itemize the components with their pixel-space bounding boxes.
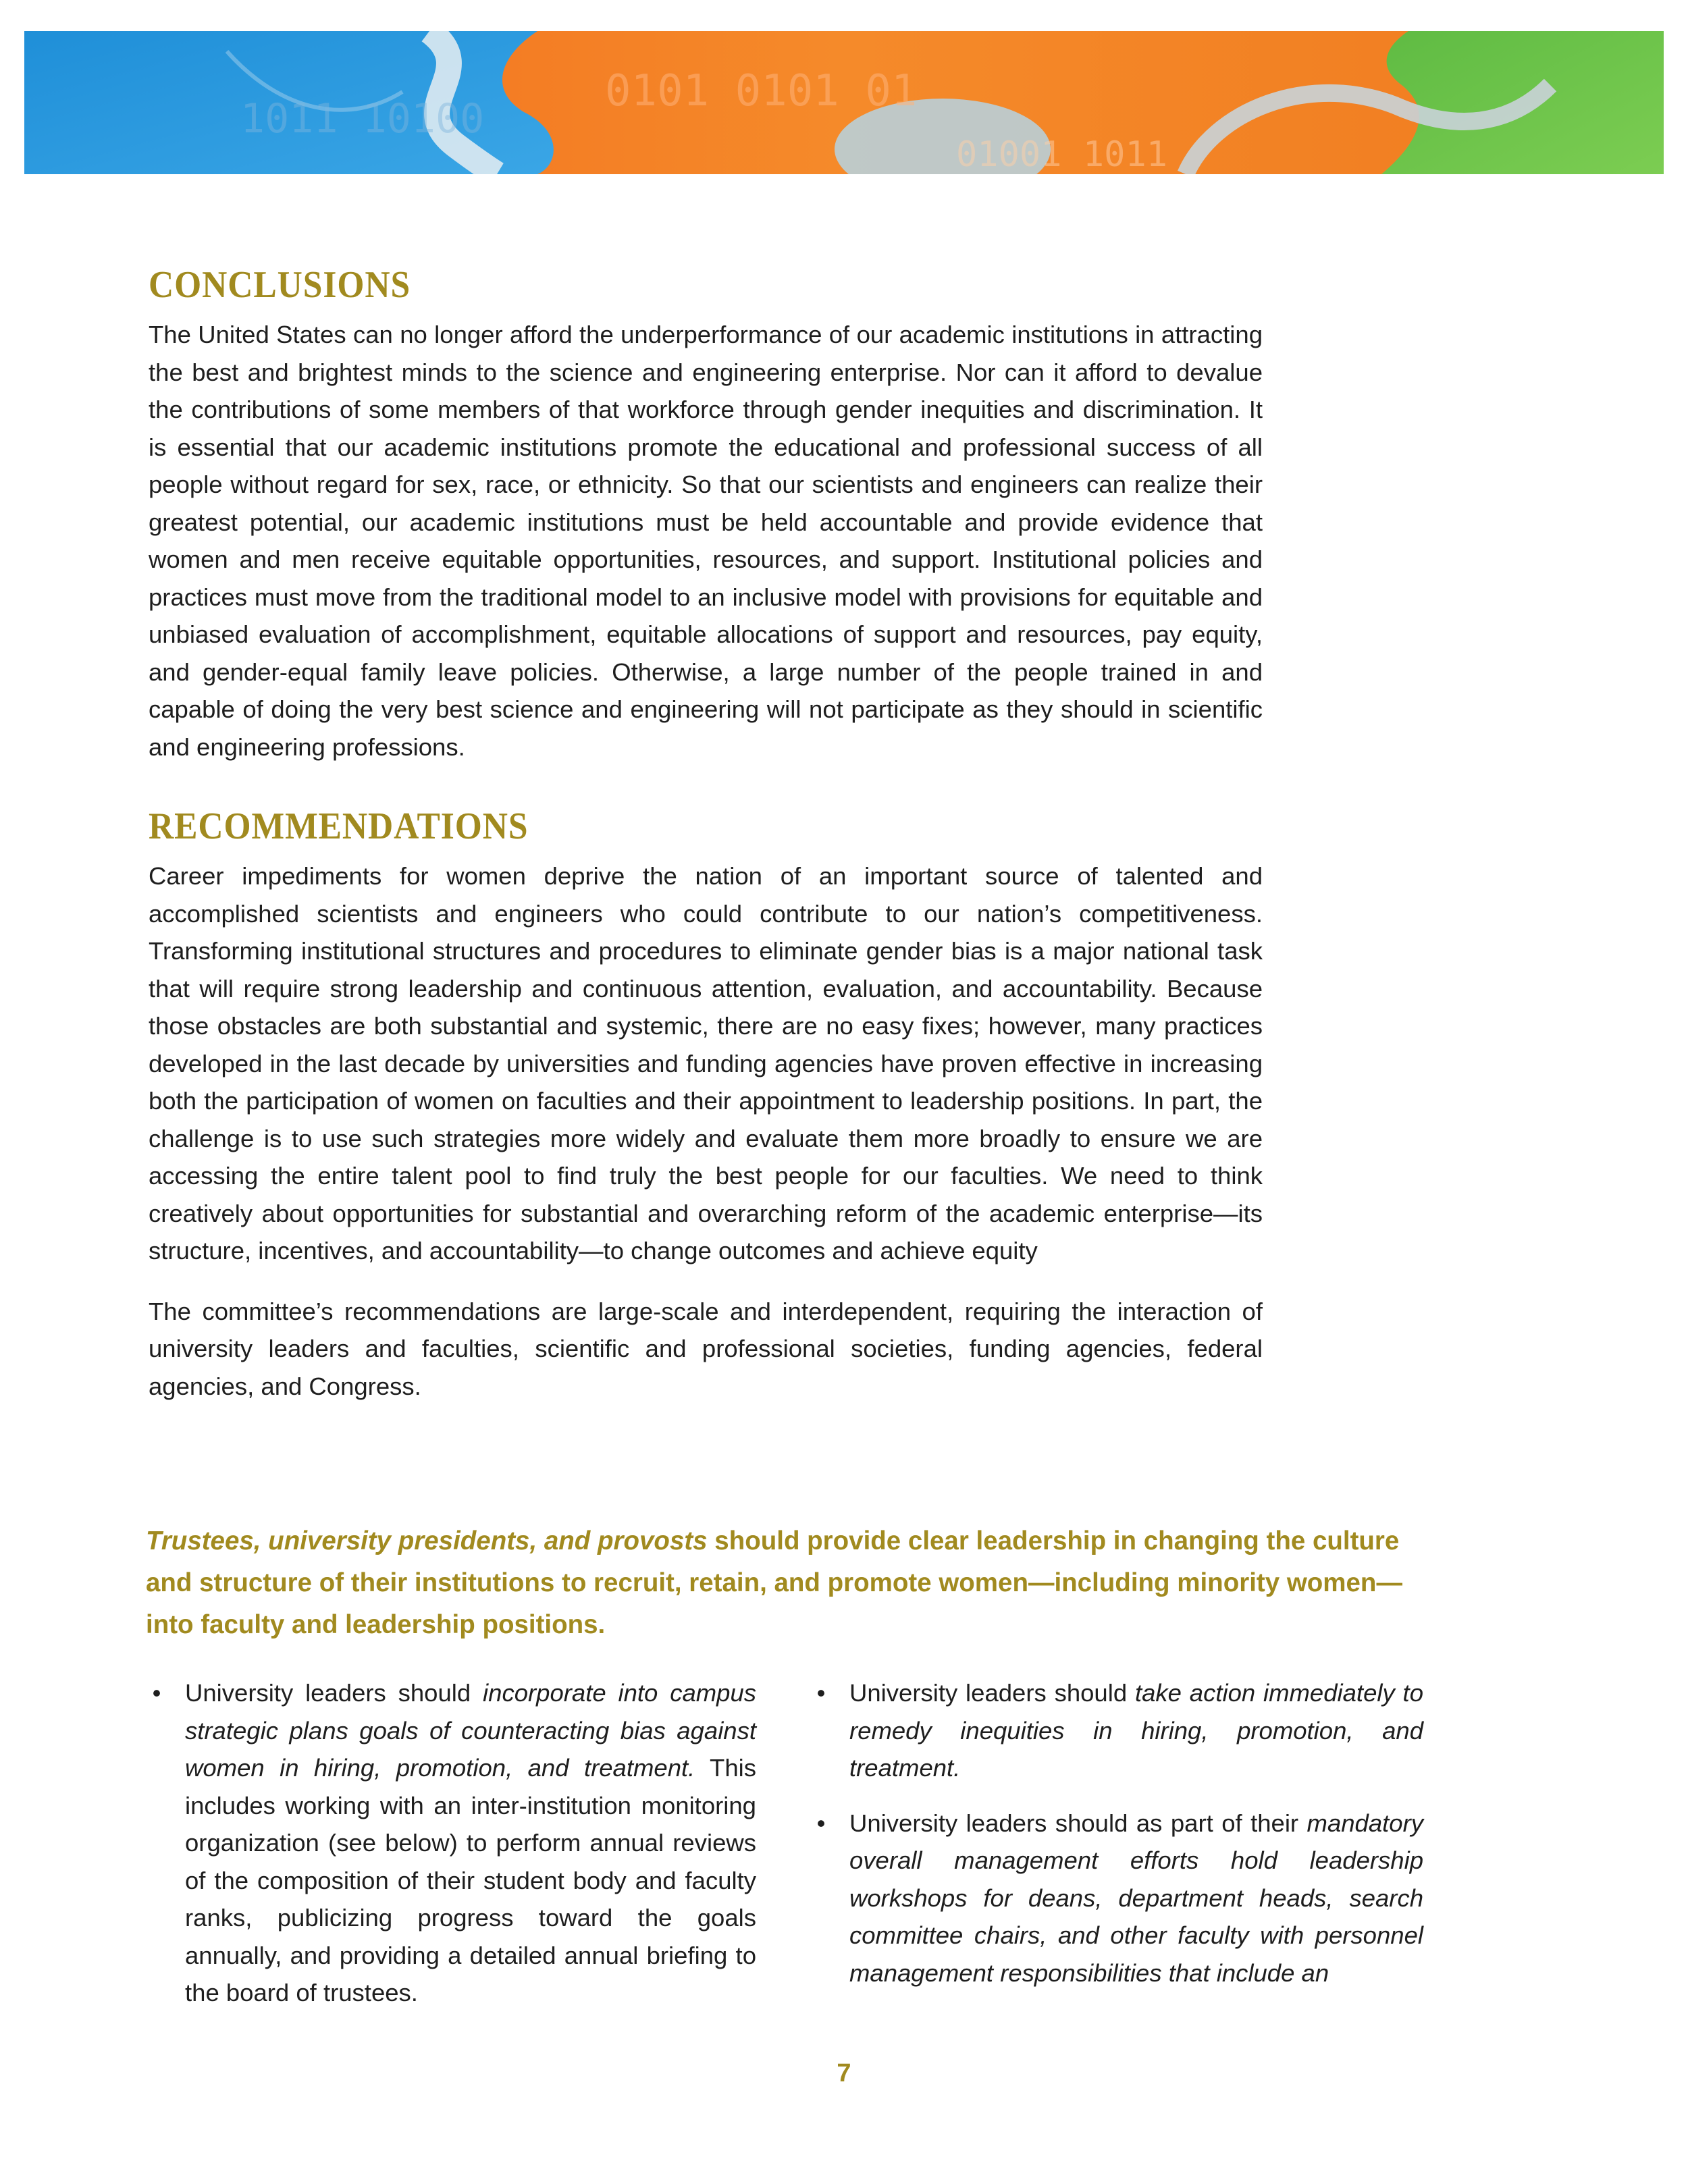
callout-rest: should provide clear leadership in changing the culture and structure of their institutions to recruit, retain, and promote women—including minority women—into faculty and leadership positions. (146, 1526, 1402, 1639)
bullet-item (143, 1674, 756, 2012)
bullet-text-plain: University leaders should (185, 1679, 483, 1707)
conclusions-section (149, 263, 1263, 766)
bullet-text-plain: University leaders should as part of their (849, 1809, 1307, 1837)
bullet-text-emphasis: take action immediately to remedy inequities in hiring, promotion, and treatment. (849, 1679, 1423, 1782)
bullet-item (808, 1674, 1423, 1787)
recommendation-callout (146, 1520, 1429, 1646)
recommendations-paragraph-2: The committee’s recommendations are large-scale and interdependent, requiring the interaction of university leaders and faculties, scientific and professional societies, funding agencies, federal agencies, and Congress. (149, 1297, 1263, 1400)
puzzle-binary-art (24, 31, 1664, 174)
main-content (149, 263, 1263, 1405)
bullet-text-emphasis: incorporate into campus strategic plans goals of counteracting bias against women in hiring, promotion, and treatment. (185, 1679, 757, 1782)
bullet-marker: • (816, 1809, 826, 1837)
bullet-item (808, 1805, 1423, 1992)
bullet-column-left (143, 1674, 756, 2029)
recommendations-paragraph-1: Career impediments for women deprive the nation of an important source of talented and accomplished scientists and engineers who could contribute to our nation’s competitiveness. Transforming institutional structures and procedures to eliminate gender bias is a major national task that will require strong leadership and continuous attention, evaluation, and accountability. Because those obstacles are both substantial and systemic, there are no easy fixes; however, many practices developed in the last decade by universities and funding agencies have proven effective in increasing both the participation of women on faculties and their appointment to leadership positions. In part, the challenge is to use such strategies more widely and evaluate them more broadly to ensure we are accessing the entire talent pool to find truly the best people for our faculties. We need to think creatively about opportunities for substantial and overarching reform of the academic enterprise—its structure, incentives, and accountability—to change outcomes and achieve equity (149, 862, 1263, 1264)
bullet-text-emphasis: mandatory overall management efforts hold leadership workshops for deans, department heads, search committee chairs, and other faculty with personnel management responsibilities that include an (849, 1809, 1423, 1987)
bullet-text-plain: University leaders should (849, 1679, 1135, 1707)
page-number: 7 (837, 2059, 851, 2087)
decorative-banner (24, 31, 1664, 174)
bullet-text-plain: This includes working with an inter-institution monitoring organization (see below) to perform annual reviews of the composition of their student body and faculty ranks, publicizing progress toward the goals annually, and providing a detailed annual briefing to the board of trustees. (185, 1754, 757, 2006)
recommendations-section (149, 805, 1263, 1405)
bullet-marker: • (816, 1679, 826, 1707)
binary-digits-center: 0101 0101 01 (605, 66, 918, 116)
binary-digits-left: 1011 10100 (240, 95, 485, 142)
conclusions-paragraph: The United States can no longer afford the underperformance of our academic institutions in attracting the best and brightest minds to the science and engineering enterprise. Nor can it afford to devalue the contributions of some members of that workforce through gender inequities and discrimination. It is essential that our academic institutions promote the educational and professional success of all people without regard for sex, race, or ethnicity. So that our scientists and engineers can realize their greatest potential, our academic institutions must be held accountable and provide evidence that women and men receive equitable opportunities, resources, and support. Institutional policies and practices must move from the traditional model to an inclusive model with provisions for equitable and unbiased evaluation of accomplishment, equitable allocations of support and resources, pay equity, and gender-equal family leave policies. Otherwise, a large number of the people trained in and capable of doing the very best science and engineering will not participate as they should in scientific and engineering professions. (149, 321, 1263, 761)
recommendations-heading: RECOMMENDATIONS (149, 805, 529, 847)
callout-lead: Trustees, university presidents, and provosts (146, 1526, 708, 1555)
bullet-marker: • (152, 1679, 161, 1707)
binary-digits-right: 01001 1011 (956, 134, 1168, 174)
bullet-column-right (808, 1674, 1423, 2009)
conclusions-heading: CONCLUSIONS (149, 264, 411, 306)
